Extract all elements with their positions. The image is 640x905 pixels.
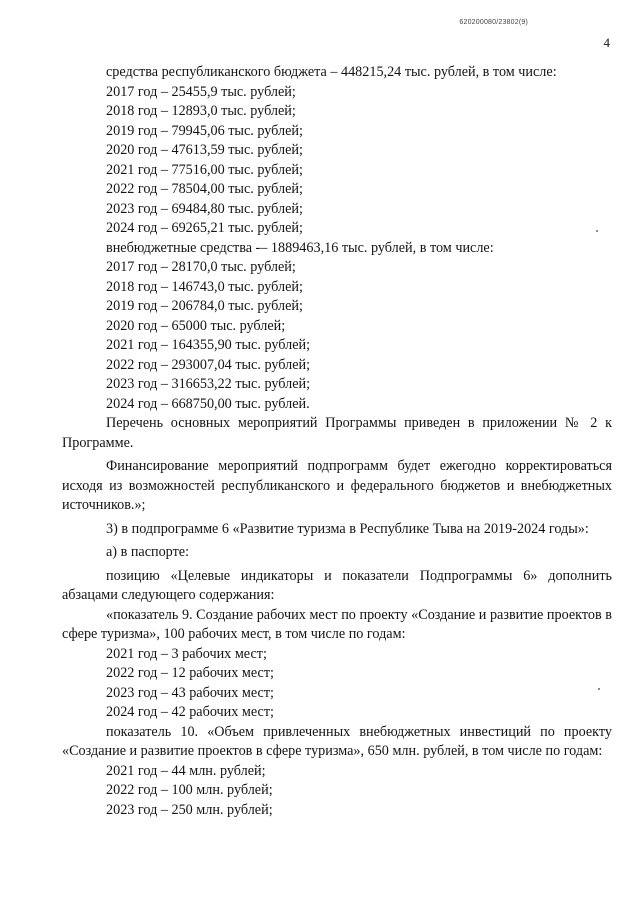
extrabudgetary-year-line: 2021 год – 164355,90 тыс. рублей; <box>106 337 311 353</box>
investment-year-line: 2022 год – 100 млн. рублей; <box>106 782 273 798</box>
jobs-year-line: 2021 год – 3 рабочих мест; <box>106 645 267 662</box>
paragraph-subprogram-6: 3) в подпрограмме 6 «Развитие туризма в Республике Тыва на 2019-2024 годы»: <box>106 520 589 537</box>
paragraph-indicator-9: «показатель 9. Создание рабочих мест по проекту «Создание и развитие проектов в сфере туризма», 100 рабочих мест, в том числе по годам: <box>62 606 612 642</box>
jobs-year-line: 2022 год – 12 рабочих мест; <box>106 665 274 681</box>
republic-budget-year-line: 2023 год – 69484,80 тыс. рублей; <box>106 200 303 217</box>
republic-budget-year-line: 2024 год – 69265,21 тыс. рублей; <box>106 220 303 236</box>
document-code: 620200080/23802(9) <box>459 19 528 26</box>
paragraph-indicators-position: позицию «Целевые индикаторы и показатели Подпрограммы 6» дополнить абзацами следующего содержания: <box>62 567 612 603</box>
paragraph-financing: Финансирование мероприятий подпрограмм будет ежегодно корректироваться исходя из возможностей республиканского и федерального бюджетов и внебюджетных источников.»; <box>62 458 612 513</box>
republic-budget-year-line: 2020 год – 47613,59 тыс. рублей; <box>106 142 303 158</box>
extrabudgetary-year-line: 2024 год – 668750,00 тыс. рублей. <box>106 395 310 412</box>
paragraph-passport: а) в паспорте: <box>106 544 190 560</box>
extrabudgetary-year-line: 2023 год – 316653,22 тыс. рублей; <box>106 376 311 392</box>
jobs-year-line: 2024 год – 42 рабочих мест; <box>106 704 274 720</box>
republic-budget-year-line: 2022 год – 78504,00 тыс. рублей; <box>106 181 303 197</box>
extrabudgetary-year-line: 2019 год – 206784,0 тыс. рублей; <box>106 298 303 314</box>
republic-budget-year-line: 2018 год – 12893,0 тыс. рублей; <box>106 103 296 119</box>
document-body <box>62 63 612 820</box>
extrabudgetary-year-line: 2022 год – 293007,04 тыс. рублей; <box>106 356 311 373</box>
investment-year-line: 2021 год – 44 млн. рублей; <box>106 762 266 779</box>
extrabudgetary-title: внебюджетные средства -– 1889463,16 тыс. рублей, в том числе: <box>106 239 494 256</box>
republic-budget-title: средства республиканского бюджета – 448215,24 тыс. рублей, в том числе: <box>106 64 557 80</box>
republic-budget-year-line: 2017 год – 25455,9 тыс. рублей; <box>106 83 296 100</box>
paragraph-indicator-10: показатель 10. «Объем привлеченных внебюджетных инвестиций по проекту «Создание и развитие проектов в сфере туризма», 650 млн. рублей, в том числе по годам: <box>62 723 612 759</box>
extrabudgetary-year-line: 2018 год – 146743,0 тыс. рублей; <box>106 278 303 295</box>
page-number: 4 <box>603 35 610 50</box>
republic-budget-year-line: 2019 год – 79945,06 тыс. рублей; <box>106 122 303 139</box>
extrabudgetary-year-line: 2020 год – 65000 тыс. рублей; <box>106 317 286 334</box>
investment-year-line: 2023 год – 250 млн. рублей; <box>106 801 273 818</box>
jobs-year-line: 2023 год – 43 рабочих мест; <box>106 684 274 701</box>
republic-budget-year-line: 2021 год – 77516,00 тыс. рублей; <box>106 161 303 178</box>
extrabudgetary-year-line: 2017 год – 28170,0 тыс. рублей; <box>106 259 296 275</box>
paragraph-program-list: Перечень основных мероприятий Программы приведен в приложении № 2 к Программе. <box>62 415 612 451</box>
